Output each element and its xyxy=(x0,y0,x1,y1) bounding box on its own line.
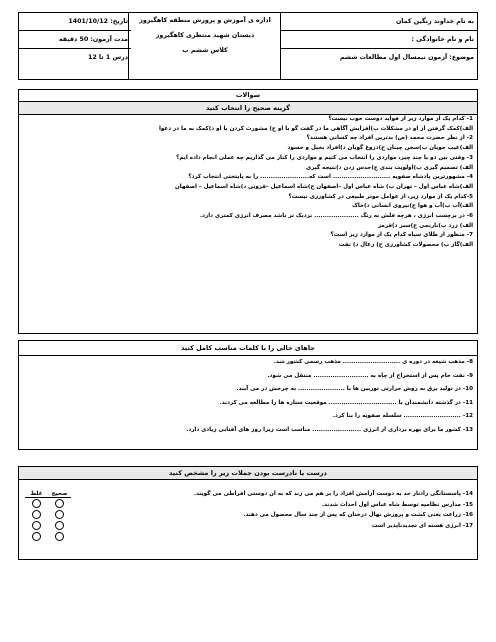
header-department: اداره ی آموزش و پرورش منطقه کاهگیروز xyxy=(139,17,271,24)
header-school-info xyxy=(128,13,281,79)
tf-statement: 14- پاسستانگی زادتاز حد به دوست آزامش افزاد را بر هم می زند که به ان دوستی افراطی می گویند. xyxy=(194,491,473,497)
exam-header xyxy=(18,12,478,80)
fill-title: جاهای خالی را با کلمات مناسب کامل کنید xyxy=(19,341,477,356)
false-checkbox[interactable] xyxy=(32,510,41,519)
fill-line: 10- در تولید برق به روش حرارتی توربین ها با ...................... به چرخش در می آیند. xyxy=(236,386,473,392)
tf-title: درست یا نادرست بودن جملات زیر را مشخص کنید xyxy=(19,467,477,480)
true-checkbox[interactable] xyxy=(55,510,64,519)
fill-line: 12- ........................... سلسله صفویه را بنا کرد. xyxy=(332,413,473,419)
tf-statements xyxy=(77,489,477,531)
tf-answer-row xyxy=(25,498,71,509)
questions-heading: سوالات xyxy=(19,90,477,102)
question-line: 2- از نظر حضرت محمد (ص) بدترین افراد چه کسانی هستند؟ xyxy=(306,135,473,142)
mcq-section xyxy=(18,89,478,334)
fill-line: 13- کشور ما برای بهره برداری از انرژی ....................... مناسب است زیرا روز های آفتابی زیادی دارد. xyxy=(186,426,473,433)
header-student-info xyxy=(280,13,477,79)
true-checkbox[interactable] xyxy=(55,532,64,541)
header-lessons: درس 1 تا 12 xyxy=(87,54,128,61)
question-line: 5-کدام یک از موارد زیر، از عوامل موثر طبیعی در کشاورزی نیست؟ xyxy=(288,193,473,200)
tf-answer-row xyxy=(25,520,71,531)
question-options: الف) تصمیم گیری ب)اولویت بندی ج)حدس زدن د)نتیجه گیری xyxy=(305,164,473,171)
question-options: الف)گاز ب) محصولات کشاورزی ج) زغال د) نفت xyxy=(338,242,473,249)
tf-col-false: غلط xyxy=(30,491,43,497)
question-options: الف)شاه عباس اول – تهران ب) شاه عباس اول –اصفهان ج)شاه اسماعیل –قزوین د)شاه اسماعیل – اصفهان xyxy=(174,183,473,190)
fill-line: 11- در گذشته دانشمندان با ................................ موقعیت ستاره ها را مطالعه می کردند. xyxy=(219,399,473,406)
question-line: 4- مشهورترین پادشاه صفویه ........................... است که....................... را به پایتختی انتخاب کرد؟ xyxy=(188,174,473,181)
question-line: 7- منظور از طلای سیاه کدام یک از موارد زیر است؟ xyxy=(330,232,473,239)
false-checkbox[interactable] xyxy=(32,532,41,541)
header-school: دبستان شهید منتظری کاهگیروز xyxy=(155,32,255,39)
mcq-title: گزینه صحیح را انتخاب کنید xyxy=(19,102,477,115)
question-line: 3- وقتی بین دو یا چند چیز، مواردی را انتخاب می کنیم و مواردی را کنار می گذاریم چه عملی انجام داده ایم؟ xyxy=(176,154,473,161)
question-options: الف)آب ب)آب و هوا ج)نیروی انسانی د)خاک xyxy=(352,203,473,210)
header-class: کلاس ششم ب xyxy=(182,47,228,54)
fill-line: 9- نفت خام پس از استخراج از چاه به .......................... منتقل می شود. xyxy=(267,372,473,379)
true-checkbox[interactable] xyxy=(55,499,64,508)
exam-sheet xyxy=(18,12,478,529)
true-checkbox[interactable] xyxy=(55,521,64,530)
tf-answer-grid xyxy=(25,491,71,542)
question-options: الف)عیب جویان ب)سخن چینان ج)دروغ گویان د)افراد بخیل و حسود xyxy=(287,145,473,152)
header-date: تاریخ: 1401/10/12 xyxy=(19,13,131,31)
tf-answer-row xyxy=(25,509,71,520)
false-checkbox[interactable] xyxy=(32,499,41,508)
fill-line: 8- مذهب شیعه در دوره ی ........................... مذهب رسمی کشور شد. xyxy=(273,359,473,365)
true-false-section xyxy=(18,466,478,560)
tf-answer-row xyxy=(25,531,71,542)
question-line: 6- در برچسب انرژی ، هرچه فلش به رنگ ..................... نزدیک تر باشد مصرف انرژی کمتری دارد. xyxy=(200,213,473,220)
fill-section xyxy=(18,340,478,450)
question-options: الف) زرد ب)نارنجی ج)سبز د)قرمز xyxy=(377,222,473,229)
tf-col-true: صحیح xyxy=(51,491,68,497)
tf-statement: 15- مدارس نظامیه توسط شاه عباس اول احداث شدند. xyxy=(321,501,473,508)
header-exam-info xyxy=(19,13,131,79)
header-duration: مدت آزمون: 50 دقیقه xyxy=(19,31,131,49)
question-line: 1- کدام یک از موارد زیر از فواید دوست خوب نیست؟ xyxy=(328,116,473,122)
tf-statement: 16- زراعت یعنی کشت و پرورش نهال درختان که پس از چند سال محصول می دهند. xyxy=(243,512,473,519)
false-checkbox[interactable] xyxy=(32,521,41,530)
question-options: الف)کمک گرفتن از او در مشکلات ب)افزایش آگاهی ما در گفت گو با او ج) مشورت کردن با او د)کمک به ما در دعوا xyxy=(158,125,473,132)
header-basmala: به نام خداوند رنگین کمان xyxy=(281,13,477,31)
header-student-name: نام و نام خانوادگی : xyxy=(281,31,477,49)
header-subject: موضوع: آزمون نیمسال اول مطالعات ششم xyxy=(339,54,474,61)
tf-statement: 17- انرژی هسته ای تجدیدناپذیر است xyxy=(371,522,473,529)
